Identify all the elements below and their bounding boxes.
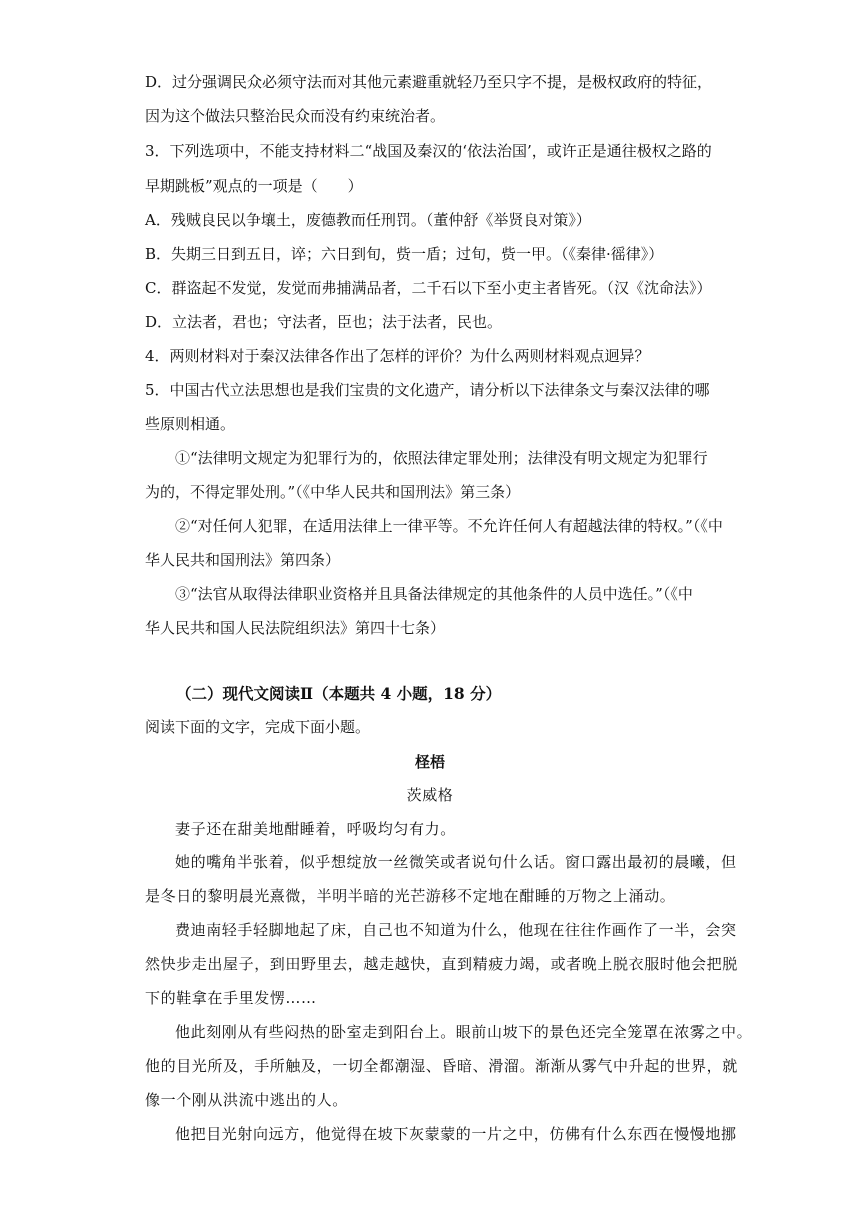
story-line: 下的鞋拿在手里发愣…… bbox=[145, 989, 317, 1007]
story-line: 妻子还在甜美地酣睡着，呼吸均匀有力。 bbox=[175, 820, 456, 838]
story-line: 然快步走出屋子，到田野里去，越走越快，直到精疲力竭，或者晚上脱衣服时他会把脱 bbox=[145, 955, 738, 973]
law-item-2-line-1: ②“对任何人犯罪，在适用法律上一律平等。不允许任何人有超越法律的特权。”（《中 bbox=[175, 517, 723, 535]
q3-option-b: B．失期三日到五日，谇；六日到旬，赀一盾；过旬，赀一甲。（《秦律·徭律》） bbox=[145, 245, 664, 263]
law-item-1-line-2: 为的，不得定罪处刑。”（《中华人民共和国刑法》第三条） bbox=[145, 483, 521, 501]
story-line: 费迪南轻手轻脚地起了床，自己也不知道为什么，他现在往往作画作了一半，会突 bbox=[175, 921, 737, 939]
q3-option-a: A．残贼良民以争壤土，废德教而任刑罚。（董仲舒《举贤良对策》） bbox=[145, 211, 591, 229]
story-line: 他的目光所及，手所触及，一切全都潮湿、昏暗、滑溜。渐渐从雾气中升起的世界，就 bbox=[145, 1057, 738, 1075]
story-line: 像一个刚从洪流中逃出的人。 bbox=[145, 1091, 348, 1109]
story-line: 他此刻刚从有些闷热的卧室走到阳台上。眼前山坡下的景色还完全笼罩在浓雾之中。 bbox=[175, 1023, 753, 1041]
story-line: 她的嘴角半张着，似乎想绽放一丝微笑或者说句什么话。窗口露出最初的晨曦，但 bbox=[175, 853, 737, 871]
law-item-1-line-1: ①“法律明文规定为犯罪行为的，依照法律定罪处刑；法律没有明文规定为犯罪行 bbox=[175, 449, 708, 467]
question-3-line-1: 3．下列选项中，不能支持材料二“战国及秦汉的‘依法治国’，或许正是通往极权之路的 bbox=[145, 142, 712, 160]
question-4: 4．两则材料对于秦汉法律各作出了怎样的评价？为什么两则材料观点迥异？ bbox=[145, 347, 650, 365]
question-5-line-1: 5．中国古代立法思想也是我们宝贵的文化遗产，请分析以下法律条文与秦汉法律的哪 bbox=[145, 381, 710, 399]
law-item-3-line-2: 华人民共和国人民法院组织法》第四十七条） bbox=[145, 619, 446, 637]
story-line: 是冬日的黎明晨光熹微，半明半暗的光芒游移不定地在酣睡的万物之上涌动。 bbox=[145, 887, 676, 905]
section-instruction: 阅读下面的文字，完成下面小题。 bbox=[145, 718, 371, 736]
option-d-line-2: 因为这个做法只整治民众而没有约束统治者。 bbox=[145, 107, 446, 125]
question-3-line-2: 早期跳板”观点的一项是（ ） bbox=[145, 177, 363, 195]
option-d-line-1: D．过分强调民众必须守法而对其他元素避重就轻乃至只字不提，是极权政府的特征， bbox=[145, 73, 713, 91]
q3-option-d: D．立法者，君也；守法者，臣也；法于法者，民也。 bbox=[145, 313, 503, 331]
q3-option-c: C．群盗起不发觉，发觉而弗捕满品者，二千石以下至小吏主者皆死。（汉《沈命法》） bbox=[145, 279, 712, 297]
law-item-3-line-1: ③“法官从取得法律职业资格并且具备法律规定的其他条件的人员中选任。”（《中 bbox=[175, 585, 693, 603]
question-5-line-2: 些原则相通。 bbox=[145, 415, 236, 433]
story-line: 他把目光射向远方，他觉得在坡下灰蒙蒙的一片之中，仿佛有什么东西在慢慢地挪 bbox=[175, 1125, 737, 1143]
section-heading: （二）现代文阅读Ⅱ（本题共 4 小题，18 分） bbox=[176, 684, 502, 703]
story-title: 柽梧 bbox=[414, 753, 445, 771]
story-author: 茨威格 bbox=[406, 786, 454, 804]
law-item-2-line-2: 华人民共和国刑法》第四条） bbox=[145, 551, 341, 569]
